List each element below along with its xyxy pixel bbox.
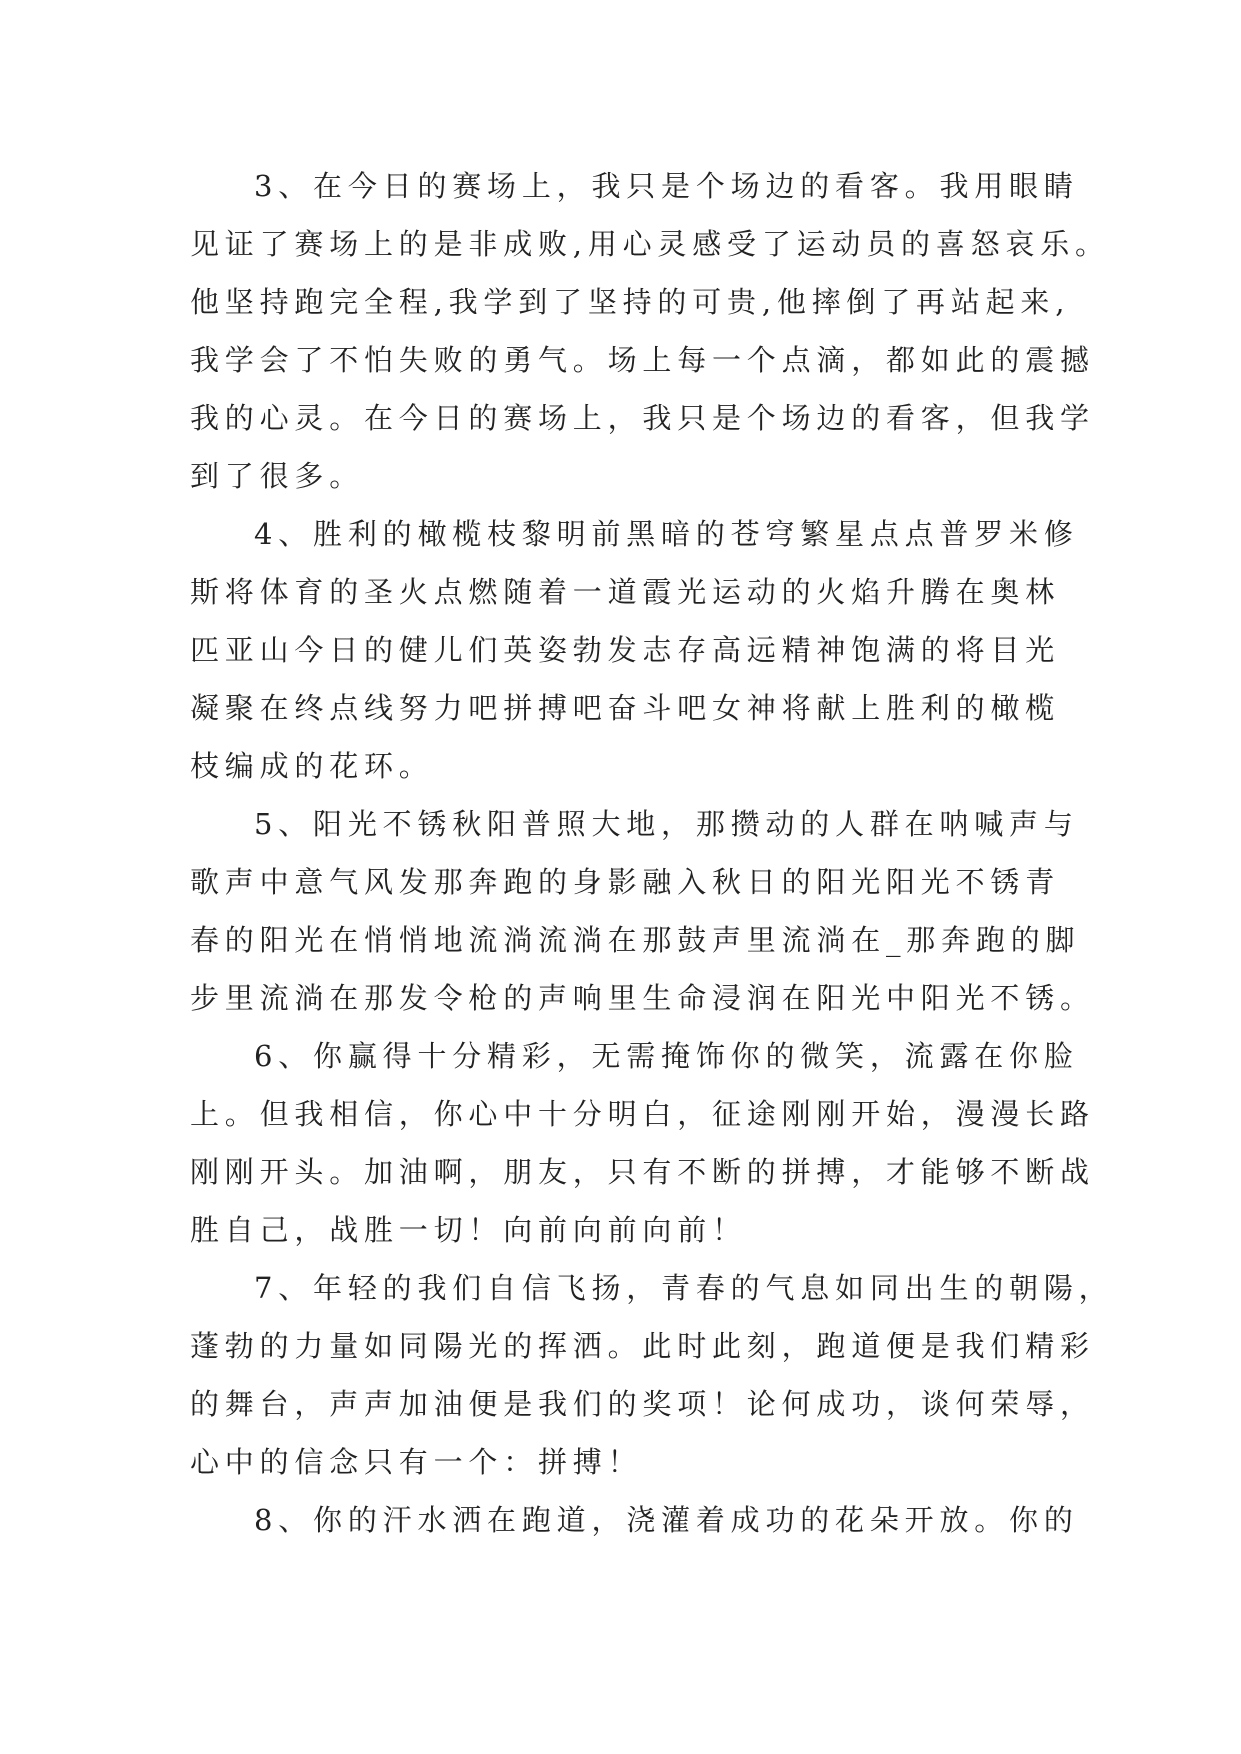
paragraph-7	[190, 1259, 1114, 1491]
text-line: 7、年轻的我们自信飞扬，青春的气息如同出生的朝陽，	[254, 1271, 1114, 1305]
text-line: 的舞台，声声加油便是我们的奖项！论何成功，谈何荣辱，	[190, 1387, 1095, 1421]
text-line: 3、在今日的赛场上，我只是个场边的看客。我用眼睛	[254, 169, 1079, 203]
text-line: 蓬勃的力量如同陽光的挥洒。此时此刻，跑道便是我们精彩	[190, 1329, 1095, 1363]
text-line: 枝编成的花环。	[190, 749, 434, 783]
text-line: 我学会了不怕失败的勇气。场上每一个点滴，都如此的震撼	[190, 343, 1095, 377]
text-line: 我的心灵。在今日的赛场上，我只是个场边的看客，但我学	[190, 401, 1095, 435]
text-line: 5、阳光不锈秋阳普照大地，那攒动的人群在呐喊声与	[254, 807, 1079, 841]
text-line: 凝聚在终点线努力吧拼搏吧奋斗吧女神将献上胜利的橄榄	[190, 691, 1061, 725]
text-line: 6、你赢得十分精彩，无需掩饰你的微笑，流露在你脸	[254, 1039, 1079, 1073]
paragraph-6	[190, 1027, 1095, 1259]
text-line: 胜自己，战胜一切！向前向前向前！	[190, 1213, 747, 1247]
paragraph-5	[190, 795, 1095, 1027]
text-line: 他坚持跑完全程,我学到了坚持的可贵,他摔倒了再站起来,	[190, 285, 1071, 319]
text-line: 斯将体育的圣火点燃随着一道霞光运动的火焰升腾在奥林	[190, 575, 1061, 609]
text-line: 匹亚山今日的健儿们英姿勃发志存高远精神饱满的将目光	[190, 633, 1061, 667]
text-line: 8、你的汗水洒在跑道，浇灌着成功的花朵开放。你的	[254, 1503, 1079, 1537]
text-line: 上。但我相信，你心中十分明白，征途刚刚开始，漫漫长路	[190, 1097, 1095, 1131]
paragraph-3	[190, 157, 1110, 505]
text-line: 步里流淌在那发令枪的声响里生命浸润在阳光中阳光不锈。	[190, 981, 1095, 1015]
body-text	[190, 157, 1114, 1549]
text-line: 见证了赛场上的是非成败,用心灵感受了运动员的喜怒哀乐。	[190, 227, 1110, 261]
paragraph-4	[190, 505, 1079, 795]
text-line: 歌声中意气风发那奔跑的身影融入秋日的阳光阳光不锈青	[190, 865, 1061, 899]
text-line: 刚刚开头。加油啊，朋友，只有不断的拼搏，才能够不断战	[190, 1155, 1095, 1189]
text-line: 4、胜利的橄榄枝黎明前黑暗的苍穹繁星点点普罗米修	[254, 517, 1079, 551]
text-line: 到了很多。	[190, 459, 365, 493]
text-line: 心中的信念只有一个：拼搏！	[190, 1445, 643, 1479]
text-line: 春的阳光在悄悄地流淌流淌在那鼓声里流淌在_那奔跑的脚	[190, 923, 1081, 957]
paragraph-8	[190, 1491, 1079, 1549]
